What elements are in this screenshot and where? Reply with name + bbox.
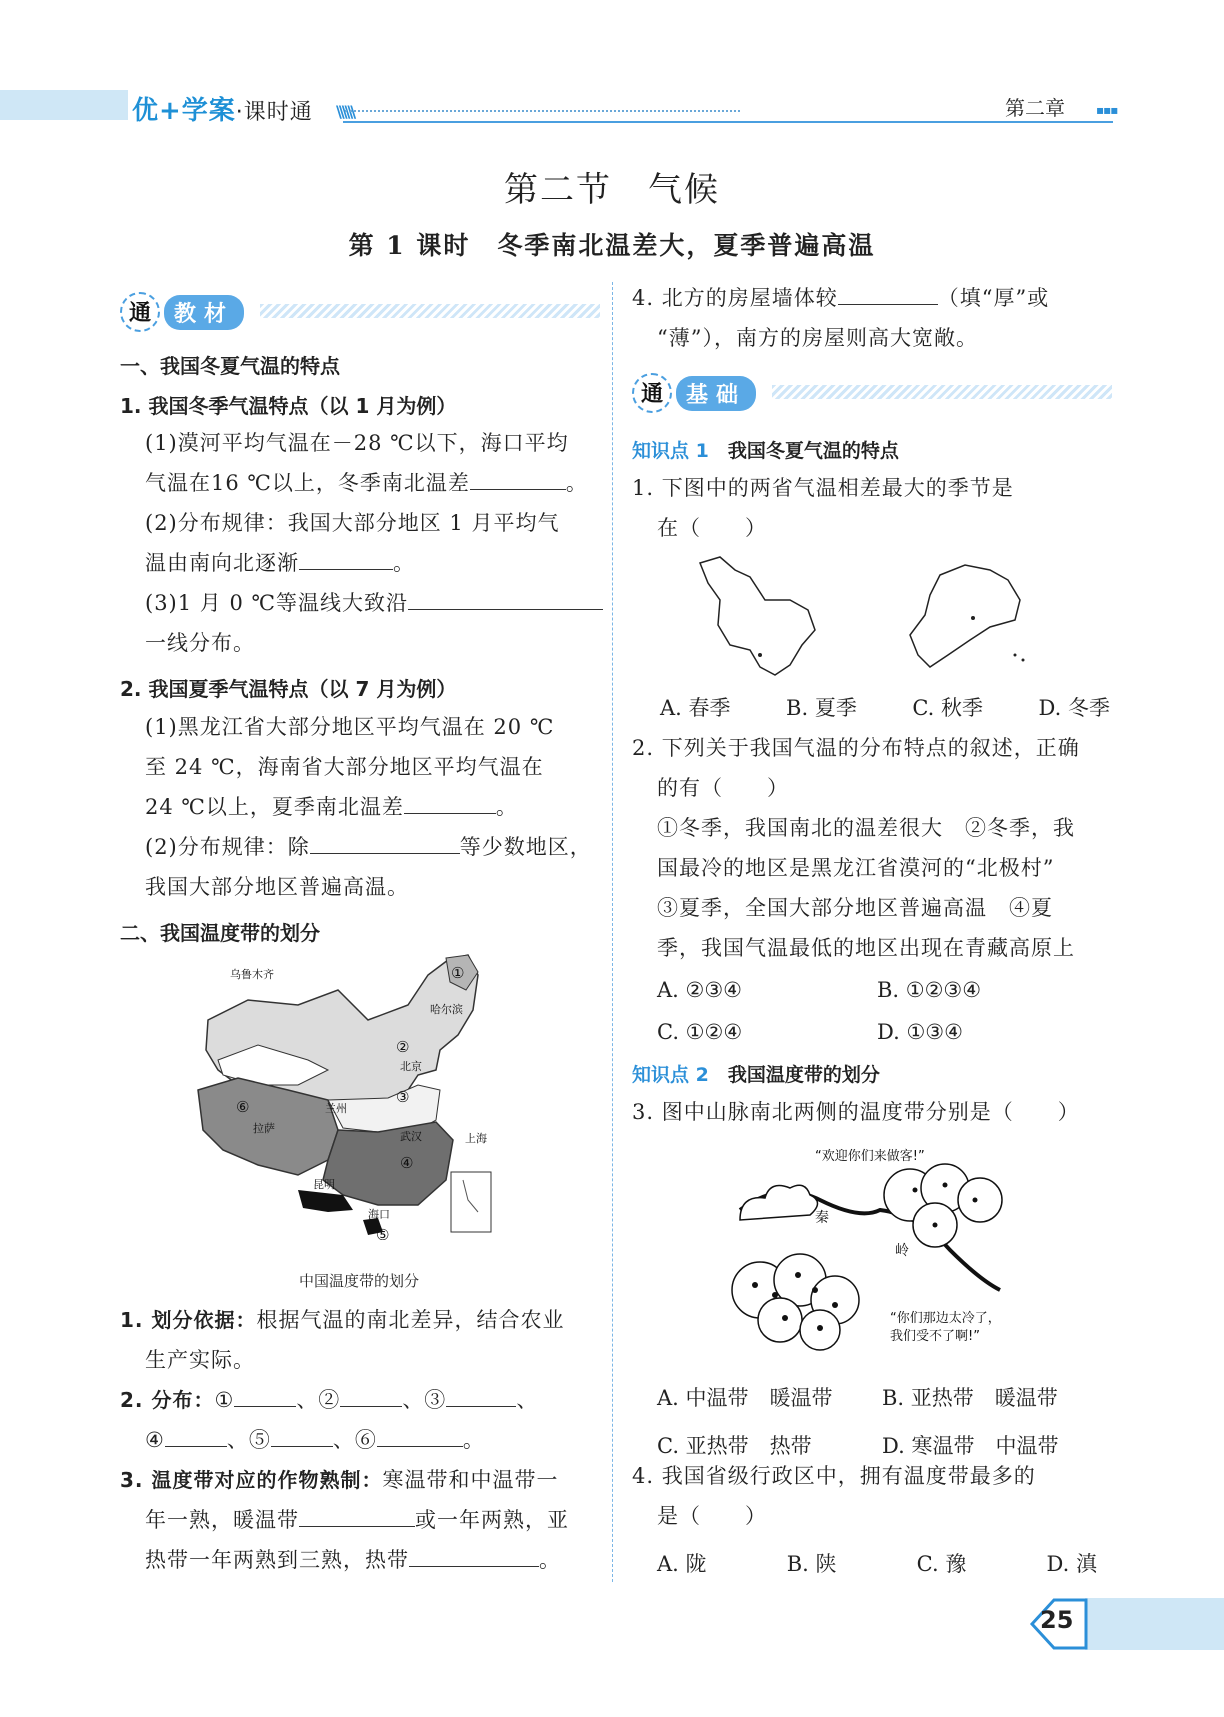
option-a[interactable]: A. ②③④ bbox=[657, 978, 742, 1002]
question: 4. 我国省级行政区中，拥有温度带最多的 是（ ） bbox=[632, 1464, 1036, 1528]
cartoon-label-ling: 岭 bbox=[895, 1243, 909, 1259]
option-d[interactable]: D. 冬季 bbox=[1038, 696, 1110, 720]
question-heading: 1. 我国冬季气温特点（以 1 月为例） bbox=[120, 394, 457, 418]
qinling-cartoon-figure bbox=[720, 1140, 1040, 1360]
heilongjiang-outline-icon bbox=[700, 557, 815, 675]
page-subtitle: 第 1 课时 冬季南北温差大，夏季普遍高温 bbox=[348, 231, 876, 260]
page-number: 25 bbox=[1040, 1606, 1074, 1634]
map-label-lanzhou: 兰州 bbox=[325, 1102, 347, 1115]
cartoon-speech-bottom-2: 我们受不了啊!” bbox=[890, 1329, 980, 1344]
map-label-wuhan: 武汉 bbox=[400, 1130, 422, 1143]
badge-strip bbox=[772, 385, 1112, 399]
zone-marker-5: ⑤ bbox=[376, 1226, 390, 1240]
paragraph: 1. 划分依据：根据气温的南北差异，结合农业 生产实际。 2. 分布：① 、② 、③ 、 ④ 、⑤ 、⑥ 。 3. 温度带对应的作物熟制：寒温带和中温带一 年一熟，暖温带 或一年两熟，亚 热带一年两熟到三熟，热带 。 bbox=[120, 1308, 569, 1572]
page-title: 第二节 气候 bbox=[504, 170, 720, 210]
south-trees-icon bbox=[732, 1254, 859, 1350]
map-label-kunming: 昆明 bbox=[313, 1178, 335, 1191]
map-label-urumqi: 乌鲁木齐 bbox=[230, 968, 274, 981]
section-badge-textbook bbox=[120, 292, 600, 332]
page-band bbox=[1085, 1598, 1224, 1650]
fill-blank[interactable] bbox=[470, 463, 566, 490]
map-label-shanghai: 上海 bbox=[465, 1132, 487, 1145]
header-band bbox=[0, 90, 128, 120]
option-c[interactable]: C. 秋季 bbox=[912, 696, 984, 720]
zone-marker-4: ④ bbox=[400, 1154, 414, 1172]
chapter-mark-icon: ▪▪▪ bbox=[1096, 103, 1118, 117]
option-a[interactable]: A. 春季 bbox=[660, 696, 731, 720]
option-a[interactable]: A. 陇 bbox=[657, 1552, 707, 1576]
fill-blank[interactable] bbox=[271, 1420, 333, 1447]
knowledge-point-1: 知识点 1 我国冬夏气温的特点 bbox=[632, 440, 899, 462]
option-b[interactable]: B. 夏季 bbox=[786, 696, 857, 720]
option-b[interactable]: B. 亚热带 暖温带 bbox=[882, 1386, 1058, 1410]
question: 3. 图中山脉南北两侧的温度带分别是（ ） bbox=[632, 1100, 1080, 1124]
brand-logo: 优+学案·课时通 bbox=[132, 96, 313, 126]
fill-blank[interactable] bbox=[299, 543, 393, 570]
option-c[interactable]: C. 亚热带 热带 bbox=[657, 1434, 812, 1458]
option-a[interactable]: A. 中温带 暖温带 bbox=[657, 1386, 833, 1410]
fill-blank[interactable] bbox=[409, 1540, 539, 1567]
option-c[interactable]: C. 豫 bbox=[916, 1552, 967, 1576]
option-d[interactable]: D. ①③④ bbox=[877, 1020, 963, 1044]
option-c[interactable]: C. ①②④ bbox=[657, 1020, 743, 1044]
paragraph: (1)漠河平均气温在－28 ℃以下，海口平均 气温在16 ℃以上，冬季南北温差 。 (2)分布规律：我国大部分地区 1 月平均气 温由南向北逐渐 。 (3)1 月 0 ℃等温线大致沿 一线分布。 bbox=[145, 423, 605, 663]
cartoon-label-qin: 秦 bbox=[815, 1210, 829, 1226]
fill-blank[interactable] bbox=[377, 1420, 463, 1447]
paragraph: 4. 北方的房屋墙体较 （填“厚”或 “薄”），南方的房屋则高大宽敞。 bbox=[632, 278, 1112, 358]
cartoon-speech-top: “欢迎你们来做客!” bbox=[815, 1149, 925, 1164]
option-b[interactable]: B. 陕 bbox=[786, 1552, 837, 1576]
section-heading: 一、我国冬夏气温的特点 bbox=[120, 354, 340, 378]
section-heading: 二、我国温度带的划分 bbox=[120, 921, 320, 945]
zone-marker-3: ③ bbox=[396, 1088, 410, 1106]
fill-blank[interactable] bbox=[299, 1500, 415, 1527]
header-stripes-icon: \\\\\\ bbox=[336, 102, 354, 121]
map-label-beijing: 北京 bbox=[400, 1060, 422, 1073]
fill-blank[interactable] bbox=[310, 827, 460, 854]
badge-word: 教材 bbox=[164, 295, 244, 330]
map-label-haikou: 海口 bbox=[368, 1208, 390, 1221]
fill-blank[interactable] bbox=[234, 1380, 296, 1407]
paragraph: (1)黑龙江省大部分地区平均气温在 20 ℃ 至 24 ℃，海南省大部分地区平均气温在 24 ℃以上，夏季南北温差 。 (2)分布规律：除 等少数地区， 我国大部分地区普遍高温。 bbox=[145, 715, 592, 899]
map-label-lhasa: 拉萨 bbox=[253, 1122, 275, 1135]
header-rule bbox=[343, 121, 1113, 123]
question-heading: 2. 我国夏季气温特点（以 7 月为例） bbox=[120, 677, 457, 701]
header-dotted-line bbox=[345, 110, 740, 112]
section-badge-basics bbox=[632, 373, 1112, 413]
province-outlines-figure bbox=[690, 555, 1070, 680]
map-caption: 中国温度带的划分 bbox=[298, 1272, 419, 1290]
fill-blank[interactable] bbox=[408, 583, 603, 610]
zone-marker-1: ① bbox=[451, 964, 465, 982]
fill-blank[interactable] bbox=[404, 787, 496, 814]
option-d[interactable]: D. 滇 bbox=[1046, 1552, 1097, 1576]
badge-strip bbox=[260, 304, 600, 318]
options-grid bbox=[657, 1382, 1107, 1460]
question: 1. 下图中的两省气温相差最大的季节是 在（ ） bbox=[632, 476, 1014, 540]
north-trees-icon bbox=[884, 1164, 1002, 1247]
fill-blank[interactable] bbox=[165, 1420, 227, 1447]
knowledge-point-2: 知识点 2 我国温度带的划分 bbox=[632, 1064, 880, 1086]
cartoon-speech-bottom-1: “你们那边太冷了， bbox=[890, 1311, 1001, 1326]
zone-marker-2: ② bbox=[396, 1038, 410, 1056]
options-row bbox=[657, 1548, 1097, 1578]
badge-word: 基础 bbox=[676, 376, 756, 411]
options-grid bbox=[657, 978, 1097, 1044]
fill-blank[interactable] bbox=[340, 1380, 402, 1407]
guangdong-outline-icon bbox=[910, 565, 1020, 667]
fill-blank[interactable] bbox=[446, 1380, 516, 1407]
map-label-harbin: 哈尔滨 bbox=[430, 1003, 463, 1016]
china-temperature-zone-map bbox=[178, 950, 540, 1240]
option-d[interactable]: D. 寒温带 中温带 bbox=[882, 1434, 1059, 1458]
badge-circle: 通 bbox=[632, 373, 672, 413]
zone-marker-6: ⑥ bbox=[236, 1098, 250, 1116]
column-divider bbox=[612, 282, 613, 1582]
question: 2. 下列关于我国气温的分布特点的叙述，正确 的有（ ） ①冬季，我国南北的温差很大 ②冬季，我 国最冷的地区是黑龙江省漠河的“北极村” ③夏季，全国大部分地区普遍高温 ④夏 季，我国气温最低的地区出现在青藏高原上 bbox=[632, 736, 1080, 960]
options-row bbox=[660, 692, 1110, 722]
badge-circle: 通 bbox=[120, 292, 160, 332]
chapter-label: 第二章 bbox=[1005, 96, 1065, 120]
fill-blank[interactable] bbox=[838, 278, 938, 305]
option-b[interactable]: B. ①②③④ bbox=[877, 978, 982, 1002]
